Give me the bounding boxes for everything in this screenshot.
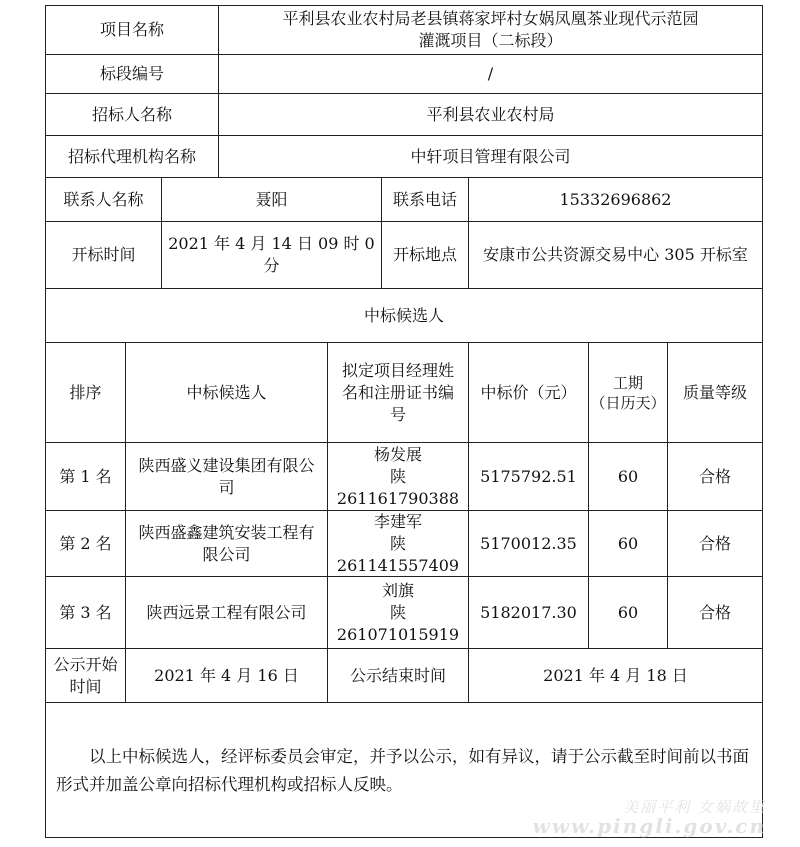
row-1-quality: 合格: [667, 442, 763, 511]
notice-text: 以上中标候选人，经评标委员会审定，并予以公示，如有异议，请于公示截至时间前以书面形式并加盖公章向招标代理机构或招标人反映。: [45, 702, 763, 838]
row-3-rank: 第 3 名: [45, 576, 126, 649]
row-2-manager: 李建军 陕 261141557409: [327, 510, 469, 577]
header-quality: 质量等级: [667, 342, 763, 443]
project-name-value: 平利县农业农村局老县镇蒋家坪村女娲凤凰茶业现代示范园 灌溉项目（二标段）: [218, 5, 763, 55]
row-3-period: 60: [588, 576, 668, 649]
row-1-candidate: 陕西盛义建设集团有限公 司: [125, 442, 328, 511]
row-2-price: 5170012.35: [468, 510, 589, 577]
header-price: 中标价（元）: [468, 342, 589, 443]
publicity-start-value: 2021 年 4 月 16 日: [125, 648, 328, 703]
agency-label: 招标代理机构名称: [45, 135, 219, 178]
contact-phone-value: 15332696862: [468, 177, 763, 222]
header-manager: 拟定项目经理姓 名和注册证书编 号: [327, 342, 469, 443]
tenderer-label: 招标人名称: [45, 93, 219, 136]
row-3-price: 5182017.30: [468, 576, 589, 649]
header-period: 工期 （日历天）: [588, 342, 668, 443]
project-name-label: 项目名称: [45, 5, 219, 55]
row-3-candidate: 陕西远景工程有限公司: [125, 576, 328, 649]
publicity-start-label: 公示开始 时间: [45, 648, 126, 703]
contact-name-value: 聂阳: [161, 177, 382, 222]
publicity-end-value: 2021 年 4 月 18 日: [468, 648, 763, 703]
watermark-slogan: 美丽平利 女娲故里: [623, 798, 766, 816]
row-3-quality: 合格: [667, 576, 763, 649]
publicity-end-label: 公示结束时间: [327, 648, 469, 703]
row-3-manager: 刘旗 陕 261071015919: [327, 576, 469, 649]
section-no-label: 标段编号: [45, 54, 219, 94]
header-rank: 排序: [45, 342, 126, 443]
opening-time-value: 2021 年 4 月 14 日 09 时 0 分: [161, 221, 382, 289]
row-1-price: 5175792.51: [468, 442, 589, 511]
candidates-title: 中标候选人: [45, 288, 763, 343]
section-no-value: /: [218, 54, 763, 94]
header-candidate: 中标候选人: [125, 342, 328, 443]
watermark-url: www.pingli.gov.cn: [532, 814, 766, 838]
row-1-rank: 第 1 名: [45, 442, 126, 511]
agency-value: 中轩项目管理有限公司: [218, 135, 763, 178]
row-1-manager: 杨发展 陕 261161790388: [327, 442, 469, 511]
opening-time-label: 开标时间: [45, 221, 162, 289]
row-2-candidate: 陕西盛鑫建筑安装工程有 限公司: [125, 510, 328, 577]
row-1-period: 60: [588, 442, 668, 511]
opening-place-label: 开标地点: [381, 221, 469, 289]
row-2-period: 60: [588, 510, 668, 577]
row-2-rank: 第 2 名: [45, 510, 126, 577]
opening-place-value: 安康市公共资源交易中心 305 开标室: [468, 221, 763, 289]
tenderer-value: 平利县农业农村局: [218, 93, 763, 136]
contact-name-label: 联系人名称: [45, 177, 162, 222]
row-2-quality: 合格: [667, 510, 763, 577]
contact-phone-label: 联系电话: [381, 177, 469, 222]
